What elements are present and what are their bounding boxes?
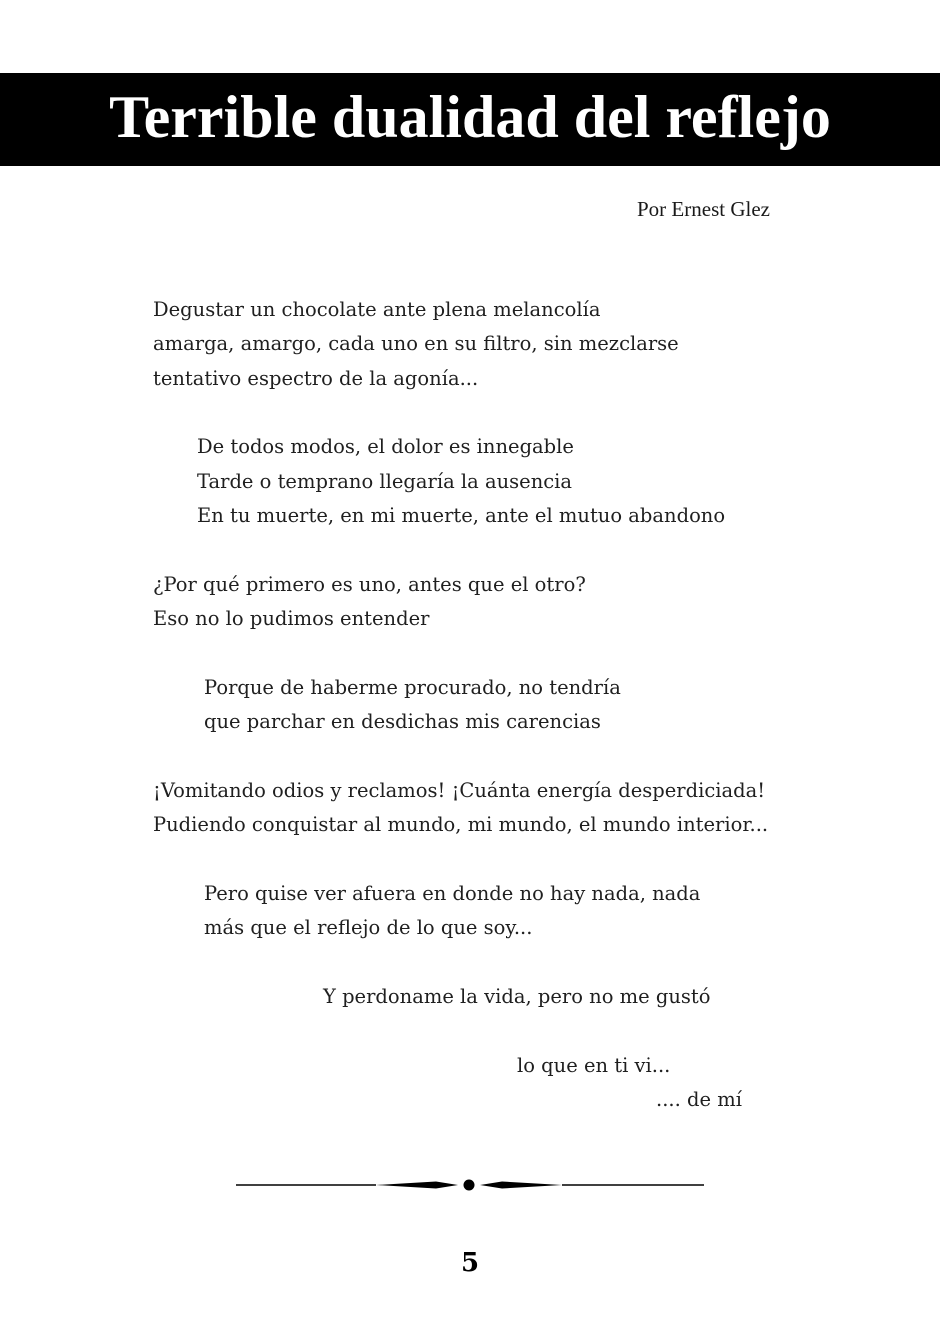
poem-line: Pero quise ver afuera en donde no hay nada, nada — [204, 882, 701, 905]
poem-line: tentativo espectro de la agonía... — [153, 367, 479, 390]
poem-line: Degustar un chocolate ante plena melancolía — [153, 298, 601, 321]
poem-line: amarga, amargo, cada uno en su filtro, sin mezclarse — [153, 332, 679, 355]
poem-line: Y perdoname la vida, pero no me gustó — [323, 985, 711, 1008]
poem-line: que parchar en desdichas mis carencias — [204, 710, 601, 733]
poem-line: Tarde o temprano llegaría la ausencia — [197, 470, 573, 493]
page-number: 5 — [460, 1248, 480, 1278]
poem-line: ¿Por qué primero es uno, antes que el otro? — [153, 573, 586, 596]
poem-line: Pudiendo conquistar al mundo, mi mundo, el mundo interior... — [153, 813, 769, 836]
poem-title: Terrible dualidad del reflejo — [109, 84, 831, 150]
author-byline: Por Ernest Glez — [637, 197, 770, 221]
poem-line: De todos modos, el dolor es innegable — [197, 435, 574, 458]
poem-line: En tu muerte, en mi muerte, ante el mutuo abandono — [197, 504, 726, 527]
poem-line: lo que en ti vi... — [517, 1054, 671, 1077]
title-banner — [0, 73, 940, 166]
poem-line: Porque de haberme procurado, no tendría — [204, 676, 621, 699]
ornament-divider-icon — [236, 1172, 704, 1198]
poem-line: Eso no lo pudimos entender — [153, 607, 430, 630]
poem-line: ¡Vomitando odios y reclamos! ¡Cuánta energía desperdiciada! — [153, 779, 766, 802]
poem-line: más que el reflejo de lo que soy... — [204, 916, 533, 939]
poem-line: .... de mí — [656, 1088, 742, 1111]
